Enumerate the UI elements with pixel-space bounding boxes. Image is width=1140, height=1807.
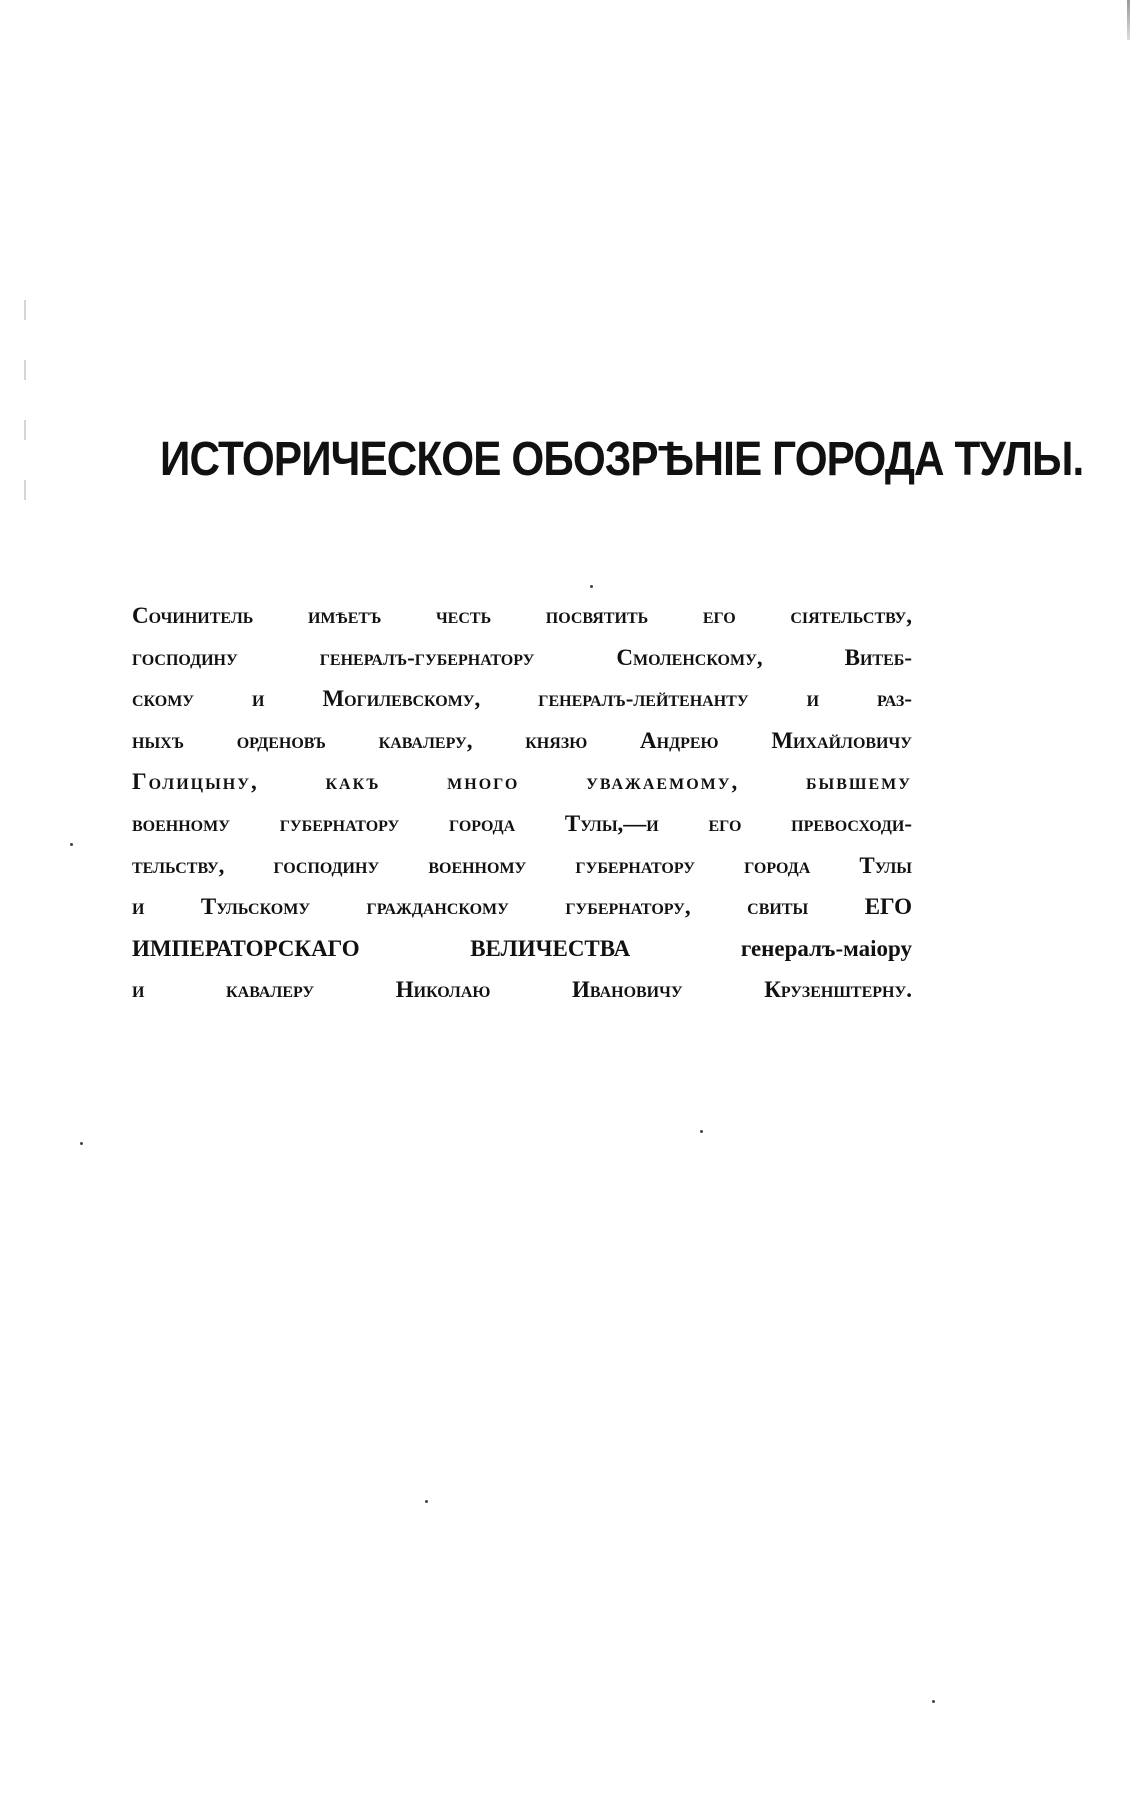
dedication-line: господину генералъ-губернатору Смоленскому, Витеб- <box>132 644 912 670</box>
scan-speck <box>80 1142 83 1145</box>
dedication-line: Сочинитель имѣетъ честь посвятить его сіятельству, <box>132 603 912 628</box>
dedication-line: и кавалеру Николаю Ивановичу Крузенштерну. <box>132 977 912 1003</box>
page-title: ИСТОРИЧЕСКОЕ ОБОЗРѢНІЕ ГОРОДА ТУЛЫ. <box>160 433 1084 486</box>
dedication-line: и Тульскому гражданскому губернатору, свиты ЕГО <box>132 894 912 920</box>
dedication-line: военному губернатору города Тулы,—и его превосходи- <box>132 810 912 836</box>
dedication-line: Голицыну, какъ много уважаемому, бывшему <box>132 769 912 795</box>
scan-speck <box>700 1130 703 1133</box>
scan-speck <box>425 1500 428 1503</box>
dedication-line: тельству, господину военному губернатору города Тулы <box>132 852 912 878</box>
scan-edge <box>1127 0 1130 40</box>
dedication-line: ныхъ орденовъ кавалеру, князю Андрею Михайловичу <box>132 727 912 753</box>
scan-margin-marks <box>24 300 26 530</box>
scan-speck <box>70 843 73 846</box>
dedication-line: ИМПЕРАТОРСКАГО ВЕЛИЧЕСТВА генералъ-маіору <box>132 935 912 961</box>
dedication-line: скому и Могилевскому, генералъ-лейтенанту и раз- <box>132 686 912 712</box>
scan-speck <box>590 585 593 588</box>
dedication-text <box>132 595 912 1011</box>
scan-speck <box>932 1700 935 1703</box>
